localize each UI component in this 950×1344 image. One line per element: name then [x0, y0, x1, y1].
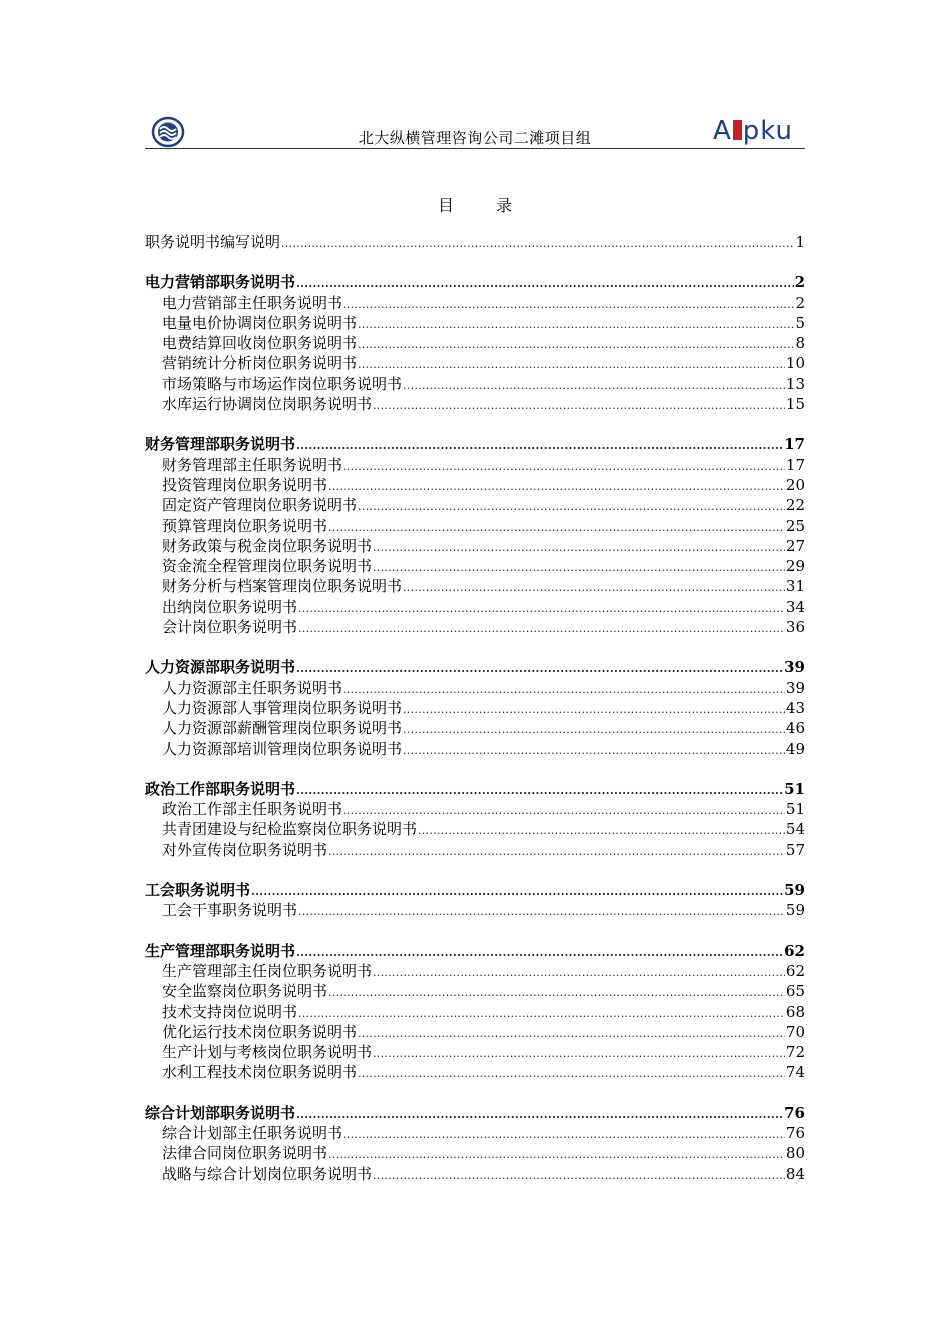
- toc-section-gap: [145, 414, 805, 434]
- dot-leader: [281, 234, 794, 254]
- toc-entry-page: 62: [784, 941, 805, 960]
- toc-item-entry[interactable]: [145, 576, 805, 596]
- toc-item-entry[interactable]: [145, 353, 805, 373]
- toc-entry-page: 76: [785, 1123, 805, 1142]
- toc-item-entry[interactable]: [145, 840, 805, 860]
- toc-entry-label: 资金流全程管理岗位职务说明书: [162, 557, 373, 576]
- dot-leader: [373, 396, 785, 416]
- toc-item-entry[interactable]: [145, 597, 805, 617]
- toc-section-gap: [145, 759, 805, 779]
- toc-intro-entry[interactable]: [145, 232, 805, 252]
- toc-entry-page: 29: [785, 557, 805, 576]
- toc-item-entry[interactable]: [145, 1164, 805, 1184]
- toc-entry-page: 31: [785, 577, 805, 596]
- toc-item-entry[interactable]: [145, 1062, 805, 1082]
- dot-leader: [328, 518, 785, 538]
- dot-leader: [296, 274, 794, 294]
- toc-entry-page: 70: [785, 1022, 805, 1041]
- toc-entry-page: 74: [785, 1063, 805, 1082]
- dot-leader: [296, 943, 783, 963]
- toc-entry-label: 战略与综合计划岗位职务说明书: [162, 1164, 373, 1183]
- dot-leader: [358, 497, 785, 517]
- toc-entry-label: 财务管理部职务说明书: [145, 435, 296, 454]
- toc-entry-label: 人力资源部职务说明书: [145, 658, 296, 677]
- toc-item-entry[interactable]: [145, 394, 805, 414]
- toc-item-entry[interactable]: [145, 799, 805, 819]
- toc-section-entry[interactable]: [145, 434, 805, 454]
- toc-entry-label: 电力营销部职务说明书: [145, 273, 296, 292]
- dot-leader: [328, 1145, 785, 1165]
- dot-leader: [343, 801, 785, 821]
- dot-leader: [296, 781, 783, 801]
- toc-entry-label: 出纳岗位职务说明书: [162, 597, 298, 616]
- toc-title-right: 录: [496, 196, 513, 215]
- toc-item-entry[interactable]: [145, 1042, 805, 1062]
- table-of-contents: [145, 232, 805, 1184]
- toc-section-gap: [145, 1083, 805, 1103]
- toc-section-entry[interactable]: [145, 880, 805, 900]
- toc-entry-label: 财务管理部主任职务说明书: [162, 455, 343, 474]
- toc-section-gap: [145, 860, 805, 880]
- toc-entry-page: 84: [785, 1164, 805, 1183]
- toc-entry-page: 59: [785, 901, 805, 920]
- toc-entry-page: 43: [785, 698, 805, 717]
- toc-entry-label: 人力资源部培训管理岗位职务说明书: [162, 739, 403, 758]
- toc-entry-page: 51: [785, 800, 805, 819]
- toc-entry-page: 20: [785, 475, 805, 494]
- toc-entry-page: 54: [785, 820, 805, 839]
- toc-section-entry[interactable]: [145, 779, 805, 799]
- logo-red-bar: [733, 120, 742, 140]
- toc-item-entry[interactable]: [145, 1022, 805, 1042]
- toc-entry-label: 综合计划部职务说明书: [145, 1103, 296, 1122]
- dot-leader: [296, 1105, 783, 1125]
- toc-entry-label: 市场策略与市场运作岗位职务说明书: [162, 374, 403, 393]
- toc-title: [0, 193, 950, 216]
- toc-entry-page: 34: [785, 597, 805, 616]
- toc-entry-label: 安全监察岗位职务说明书: [162, 982, 328, 1001]
- toc-item-entry[interactable]: [145, 1123, 805, 1143]
- toc-entry-label: 财务分析与档案管理岗位职务说明书: [162, 577, 403, 596]
- toc-entry-label: 综合计划部主任职务说明书: [162, 1123, 343, 1142]
- toc-entry-page: 65: [785, 982, 805, 1001]
- toc-entry-label: 政治工作部主任职务说明书: [162, 800, 343, 819]
- toc-entry-page: 46: [785, 719, 805, 738]
- toc-entry-label: 投资管理岗位职务说明书: [162, 475, 328, 494]
- toc-entry-page: 76: [784, 1103, 805, 1122]
- toc-entry-page: 39: [784, 658, 805, 677]
- dot-leader: [403, 720, 785, 740]
- toc-entry-label: 营销统计分析岗位职务说明书: [162, 354, 358, 373]
- toc-item-entry[interactable]: [145, 819, 805, 839]
- toc-entry-label: 水库运行协调岗位岗职务说明书: [162, 395, 373, 414]
- toc-entry-label: 工会职务说明书: [145, 881, 251, 900]
- toc-item-entry[interactable]: [145, 900, 805, 920]
- toc-entry-label: 预算管理岗位职务说明书: [162, 516, 328, 535]
- toc-entry-label: 固定资产管理岗位职务说明书: [162, 496, 358, 515]
- toc-entry-page: 36: [785, 618, 805, 637]
- toc-entry-label: 生产管理部主任岗位职务说明书: [162, 961, 373, 980]
- toc-entry-page: 17: [784, 435, 805, 454]
- toc-item-entry[interactable]: [145, 617, 805, 637]
- toc-item-entry[interactable]: [145, 556, 805, 576]
- toc-entry-label: 生产管理部职务说明书: [145, 941, 296, 960]
- toc-entry-page: 57: [785, 840, 805, 859]
- toc-entry-page: 27: [785, 536, 805, 555]
- toc-entry-label: 法律合同岗位职务说明书: [162, 1144, 328, 1163]
- toc-section-entry[interactable]: [145, 1103, 805, 1123]
- toc-entry-label: 人力资源部人事管理岗位职务说明书: [162, 698, 403, 717]
- toc-entry-page: 80: [785, 1144, 805, 1163]
- header-title: 北大纵横管理咨询公司二滩项目组: [358, 129, 592, 147]
- toc-entry-page: 39: [785, 678, 805, 697]
- toc-entry-label: 财务政策与税金岗位职务说明书: [162, 536, 373, 555]
- dot-leader: [298, 599, 785, 619]
- toc-entry-page: 51: [784, 779, 805, 798]
- toc-item-entry[interactable]: [145, 1143, 805, 1163]
- dot-leader: [343, 680, 785, 700]
- toc-entry-page: 2: [794, 273, 805, 292]
- toc-entry-label: 职务说明书编写说明: [145, 233, 281, 251]
- toc-item-entry[interactable]: [145, 739, 805, 759]
- toc-item-entry[interactable]: [145, 313, 805, 333]
- toc-item-entry[interactable]: [145, 718, 805, 738]
- dot-leader: [298, 902, 785, 922]
- dot-leader: [373, 1044, 785, 1064]
- toc-item-entry[interactable]: [145, 698, 805, 718]
- dot-leader: [358, 335, 794, 355]
- toc-entry-page: 5: [795, 313, 805, 332]
- dot-leader: [373, 1166, 785, 1186]
- toc-entry-label: 电费结算回收岗位职务说明书: [162, 334, 358, 353]
- toc-entry-page: 68: [785, 1002, 805, 1021]
- dot-leader: [358, 1064, 785, 1084]
- toc-entry-page: 25: [785, 516, 805, 535]
- toc-item-entry[interactable]: [145, 1002, 805, 1022]
- toc-entry-page: 1: [795, 233, 805, 251]
- dot-leader: [418, 821, 785, 841]
- alpku-logo: A pku: [712, 116, 793, 146]
- toc-item-entry[interactable]: [145, 516, 805, 536]
- toc-entry-label: 工会干事职务说明书: [162, 901, 298, 920]
- toc-entry-label: 会计岗位职务说明书: [162, 618, 298, 637]
- page-header: [145, 114, 805, 149]
- dot-leader: [373, 538, 785, 558]
- toc-entry-page: 17: [785, 455, 805, 474]
- toc-entry-label: 人力资源部主任职务说明书: [162, 678, 343, 697]
- dot-leader: [403, 741, 785, 761]
- toc-entry-label: 共青团建设与纪检监察岗位职务说明书: [162, 820, 418, 839]
- toc-entry-label: 电量电价协调岗位职务说明书: [162, 313, 358, 332]
- toc-entry-page: 13: [785, 374, 805, 393]
- toc-item-entry[interactable]: [145, 495, 805, 515]
- toc-entry-page: 72: [785, 1043, 805, 1062]
- toc-item-entry[interactable]: [145, 333, 805, 353]
- dot-leader: [358, 1024, 785, 1044]
- toc-entry-page: 62: [785, 961, 805, 980]
- dot-leader: [343, 295, 794, 315]
- toc-section-gap: [145, 637, 805, 657]
- toc-item-entry[interactable]: [145, 536, 805, 556]
- toc-section-entry[interactable]: [145, 941, 805, 961]
- toc-section-gap: [145, 252, 805, 272]
- dot-leader: [373, 558, 785, 578]
- toc-entry-page: 22: [785, 496, 805, 515]
- toc-entry-label: 人力资源部薪酬管理岗位职务说明书: [162, 719, 403, 738]
- toc-entry-label: 政治工作部职务说明书: [145, 779, 296, 798]
- toc-entry-page: 59: [784, 881, 805, 900]
- dot-leader: [343, 457, 785, 477]
- dot-leader: [358, 355, 785, 375]
- toc-entry-page: 8: [795, 334, 805, 353]
- toc-entry-label: 对外宣传岗位职务说明书: [162, 840, 328, 859]
- toc-entry-label: 水利工程技术岗位职务说明书: [162, 1063, 358, 1082]
- toc-item-entry[interactable]: [145, 961, 805, 981]
- toc-entry-label: 电力营销部主任职务说明书: [162, 293, 343, 312]
- toc-item-entry[interactable]: [145, 475, 805, 495]
- toc-item-entry[interactable]: [145, 678, 805, 698]
- toc-entry-page: 10: [785, 354, 805, 373]
- toc-entry-page: 2: [795, 293, 805, 312]
- toc-entry-page: 49: [785, 739, 805, 758]
- toc-entry-label: 生产计划与考核岗位职务说明书: [162, 1043, 373, 1062]
- dot-leader: [251, 882, 783, 902]
- dot-leader: [298, 1004, 785, 1024]
- toc-item-entry[interactable]: [145, 374, 805, 394]
- dot-leader: [403, 376, 785, 396]
- dot-leader: [296, 659, 783, 679]
- toc-section-entry[interactable]: [145, 272, 805, 292]
- toc-title-left: 目: [437, 196, 454, 215]
- toc-section-gap: [145, 921, 805, 941]
- dot-leader: [298, 619, 785, 639]
- dot-leader: [328, 983, 785, 1003]
- toc-item-entry[interactable]: [145, 981, 805, 1001]
- dot-leader: [296, 436, 783, 456]
- toc-entry-label: 优化运行技术岗位职务说明书: [162, 1022, 358, 1041]
- dot-leader: [343, 1125, 785, 1145]
- toc-entry-page: 15: [785, 395, 805, 414]
- dot-leader: [403, 578, 785, 598]
- dot-leader: [328, 842, 785, 862]
- toc-entry-label: 技术支持岗位说明书: [162, 1002, 298, 1021]
- dot-leader: [373, 963, 785, 983]
- dot-leader: [358, 315, 794, 335]
- toc-item-entry[interactable]: [145, 455, 805, 475]
- toc-section-entry[interactable]: [145, 657, 805, 677]
- dot-leader: [403, 700, 785, 720]
- toc-item-entry[interactable]: [145, 293, 805, 313]
- dot-leader: [328, 477, 785, 497]
